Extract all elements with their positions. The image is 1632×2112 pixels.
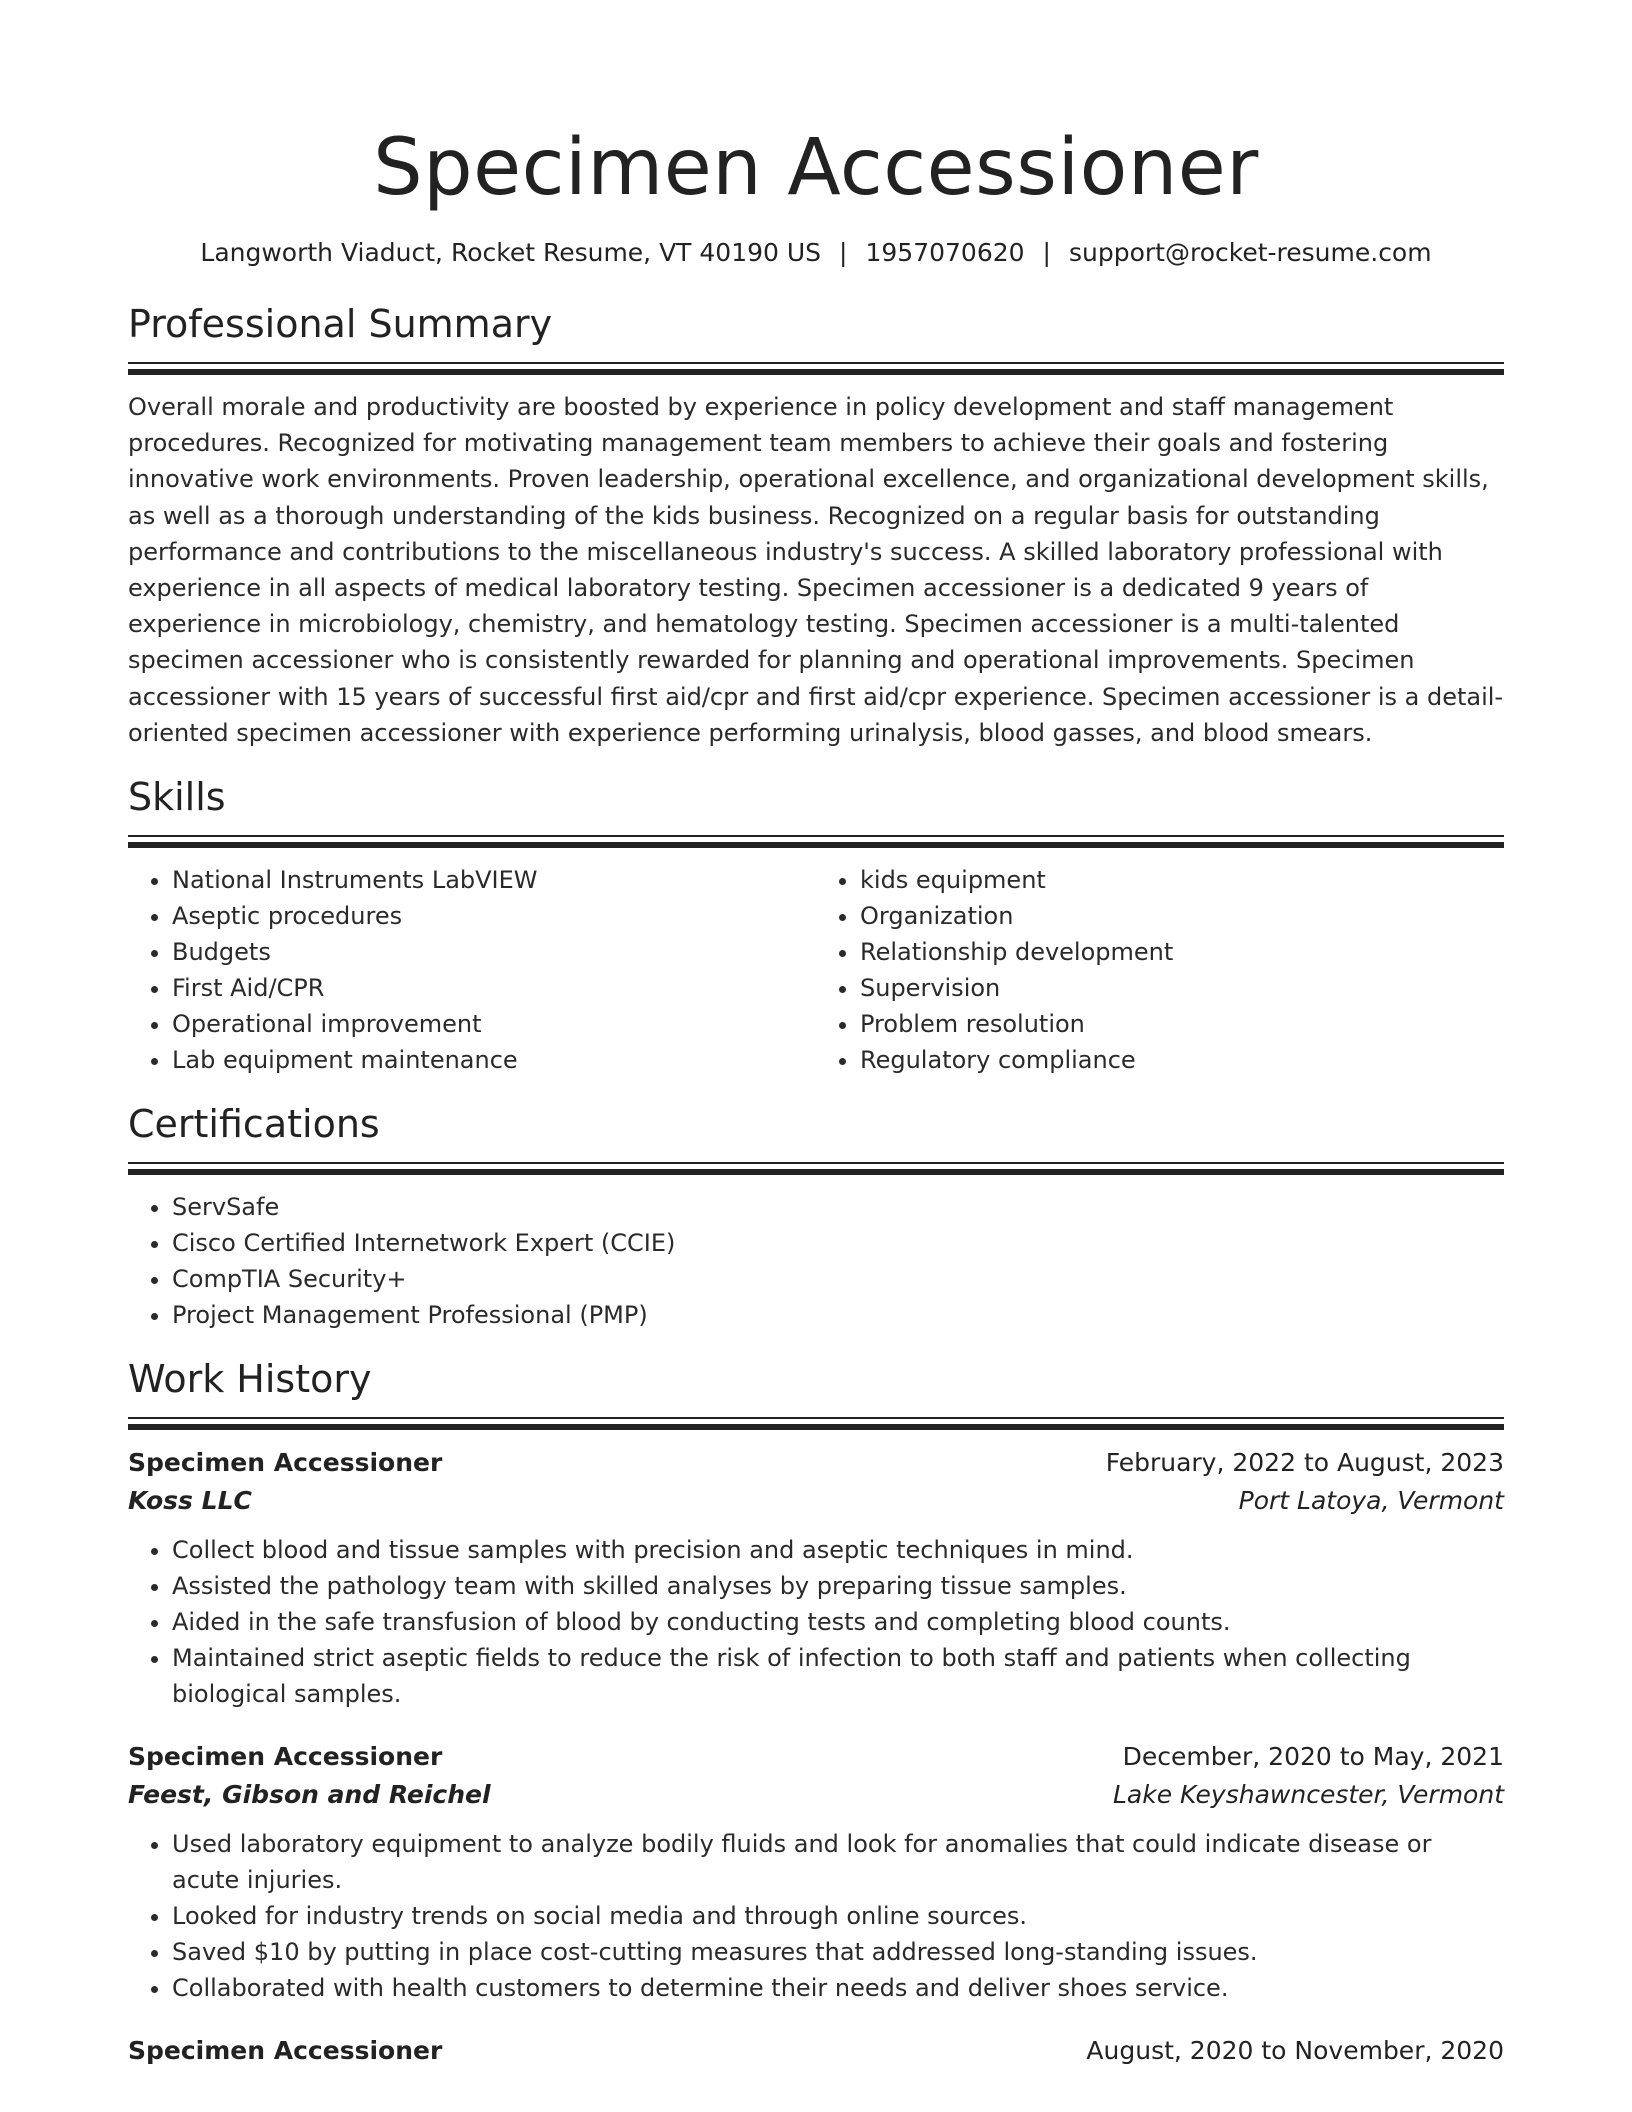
skill-item: • Aseptic procedures xyxy=(172,898,816,934)
certifications-section xyxy=(128,1100,1504,1333)
job-duty-item: • Saved $10 by putting in place cost-cutting measures that addressed long-standing issues. xyxy=(172,1934,1504,1970)
contact-separator: | xyxy=(839,238,848,267)
job-entry xyxy=(128,2032,1504,2070)
job-company: Koss LLC xyxy=(128,1486,252,1516)
skills-columns xyxy=(128,848,1504,1078)
job-dates: December, 2020 to May, 2021 xyxy=(1122,1742,1504,1772)
skill-item: • Organization xyxy=(860,898,1504,934)
job-duty-item: • Maintained strict aseptic fields to reduce the risk of infection to both staff and patients when collecting biological samples. xyxy=(172,1640,1504,1712)
job-duty-item: • Collect blood and tissue samples with precision and aseptic techniques in mind. xyxy=(172,1532,1504,1568)
skill-item: • Regulatory compliance xyxy=(860,1042,1504,1078)
contact-email: support@rocket-resume.com xyxy=(1068,238,1432,267)
contact-line xyxy=(128,236,1504,270)
job-dates: February, 2022 to August, 2023 xyxy=(1105,1448,1504,1478)
skill-item: • National Instruments LabVIEW xyxy=(172,862,816,898)
professional-summary-section xyxy=(128,300,1504,751)
job-duty-item: • Aided in the safe transfusion of blood by conducting tests and completing blood counts. xyxy=(172,1604,1504,1640)
job-header-row xyxy=(128,1444,1504,1482)
section-divider xyxy=(128,362,1504,375)
skills-section xyxy=(128,773,1504,1078)
job-title: Specimen Accessioner xyxy=(128,2036,443,2066)
job-company-row xyxy=(128,1776,1504,1814)
contact-phone: 1957070620 xyxy=(865,238,1025,267)
section-title-certifications: Certifications xyxy=(128,1102,380,1147)
job-entry xyxy=(128,1738,1504,2006)
certifications-list xyxy=(128,1189,1504,1333)
skills-list-left xyxy=(128,862,816,1078)
section-title-skills: Skills xyxy=(128,775,226,820)
job-dates: August, 2020 to November, 2020 xyxy=(1086,2036,1504,2066)
skill-item: • Problem resolution xyxy=(860,1006,1504,1042)
section-divider xyxy=(128,1162,1504,1175)
job-entry xyxy=(128,1444,1504,1712)
section-title-work-history: Work History xyxy=(128,1357,372,1402)
job-location: Port Latoya, Vermont xyxy=(1238,1486,1504,1516)
certification-item: • Project Management Professional (PMP) xyxy=(172,1297,1504,1333)
job-header-row xyxy=(128,1738,1504,1776)
job-duty-item: • Looked for industry trends on social media and through online sources. xyxy=(172,1898,1504,1934)
summary-text: Overall morale and productivity are boosted by experience in policy development and staff management procedures. Recognized for motivating management team members to achieve their goals and fostering innovative work environments. Proven leadership, operational excellence, and organizational development skills, as well as a thorough understanding of the kids business. Recognized on a regular basis for outstanding performance and contributions to the miscellaneous industry's success. A skilled laboratory professional with experience in all aspects of medical laboratory testing. Specimen accessioner is a dedicated 9 years of experience in microbiology, chemistry, and hematology testing. Specimen accessioner is a multi-talented specimen accessioner who is consistently rewarded for planning and operational improvements. Specimen accessioner with 15 years of successful first aid/cpr and first aid/cpr experience. Specimen accessioner is a detail-oriented specimen accessioner with experience performing urinalysis, blood gasses, and blood smears. xyxy=(128,393,1504,747)
skill-item: • Relationship development xyxy=(860,934,1504,970)
resume-header xyxy=(128,0,1504,270)
skill-item: • kids equipment xyxy=(860,862,1504,898)
job-duties-list xyxy=(128,1532,1504,1712)
contact-separator: | xyxy=(1042,238,1051,267)
job-title: Specimen Accessioner xyxy=(128,1742,443,1772)
certification-item: • Cisco Certified Internetwork Expert (CCIE) xyxy=(172,1225,1504,1261)
skill-item: • First Aid/CPR xyxy=(172,970,816,1006)
job-company-row xyxy=(128,1482,1504,1520)
section-title-summary: Professional Summary xyxy=(128,302,553,346)
job-duty-item: • Assisted the pathology team with skilled analyses by preparing tissue samples. xyxy=(172,1568,1504,1604)
job-duty-item: • Used laboratory equipment to analyze bodily fluids and look for anomalies that could indicate disease or acute injuries. xyxy=(172,1826,1504,1898)
skill-item: • Budgets xyxy=(172,934,816,970)
skill-item: • Lab equipment maintenance xyxy=(172,1042,816,1078)
job-company: Feest, Gibson and Reichel xyxy=(128,1780,491,1810)
section-divider xyxy=(128,835,1504,848)
job-duty-item: • Collaborated with health customers to determine their needs and deliver shoes service. xyxy=(172,1970,1504,2006)
job-header-row xyxy=(128,2032,1504,2070)
skill-item: • Operational improvement xyxy=(172,1006,816,1042)
section-divider xyxy=(128,1417,1504,1430)
job-duties-list xyxy=(128,1826,1504,2006)
skill-item: • Supervision xyxy=(860,970,1504,1006)
work-history-section xyxy=(128,1355,1504,2070)
job-title: Specimen Accessioner xyxy=(128,1448,443,1478)
contact-address: Langworth Viaduct, Rocket Resume, VT 40190 US xyxy=(200,238,822,267)
skills-list-right xyxy=(816,862,1504,1078)
certification-item: • ServSafe xyxy=(172,1189,1504,1225)
job-location: Lake Keyshawncester, Vermont xyxy=(1112,1780,1504,1810)
candidate-name: Specimen Accessioner xyxy=(373,123,1259,213)
certification-item: • CompTIA Security+ xyxy=(172,1261,1504,1297)
